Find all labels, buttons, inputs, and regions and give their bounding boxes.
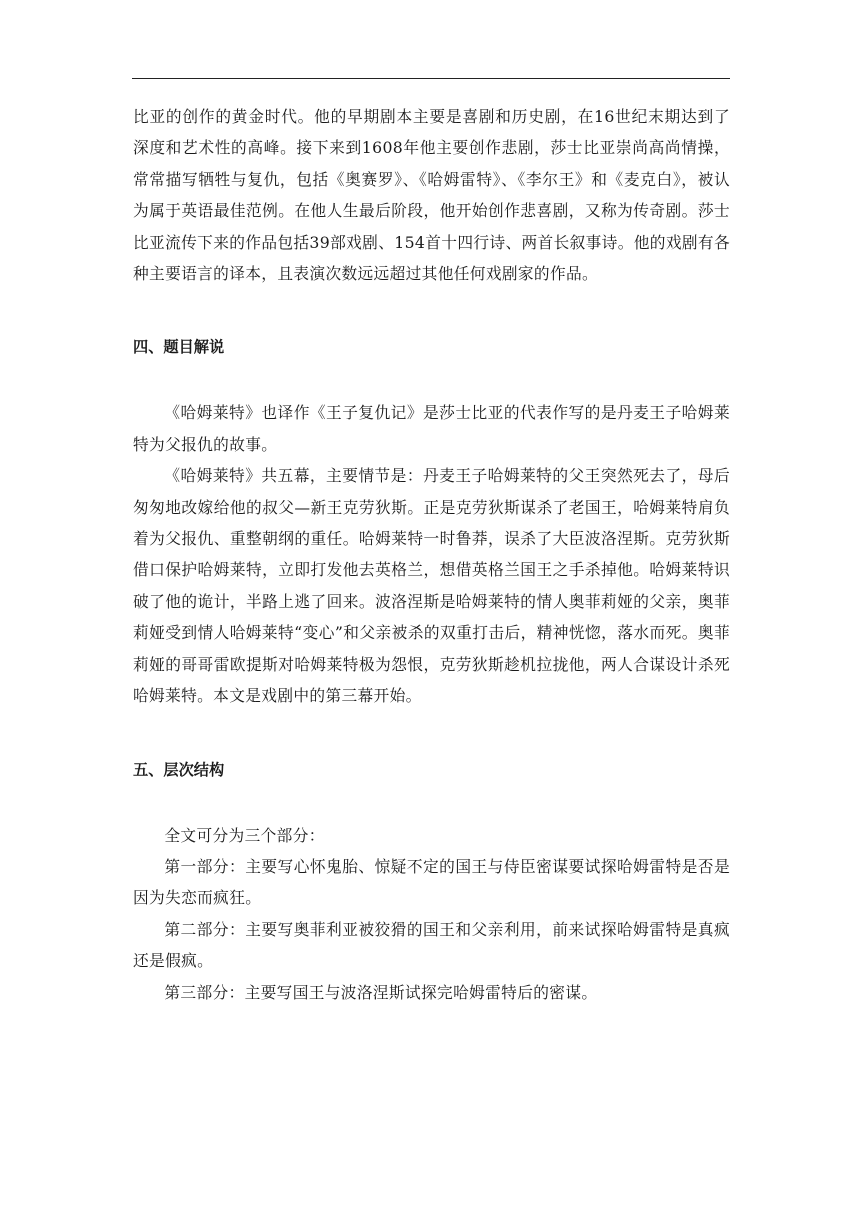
structure-part-two: 第二部分：主要写奥菲利亚被狡猾的国王和父亲利用，前来试探哈姆雷特是真疯还是假疯。	[133, 919, 730, 971]
header-rule	[132, 78, 730, 79]
spacer	[133, 289, 730, 332]
structure-part-one: 第一部分：主要写心怀鬼胎、惊疑不定的国王与侍臣密谋要试探哈姆雷特是否是因为失恋而疯狂。	[133, 856, 730, 908]
section-heading-structure: 五、层次结构	[133, 760, 225, 779]
spacer	[133, 712, 730, 755]
spacer	[133, 363, 730, 397]
spacer	[133, 786, 730, 820]
intro-paragraph: 比亚的创作的黄金时代。他的早期剧本主要是喜剧和历史剧，在16世纪末期达到了深度和艺术性的高峰。接下来到1608年他主要创作悲剧，莎士比亚崇尚高尚情操，常常描写牺牲与复仇，包括《奥赛罗》、《哈姆雷特》、《李尔王》和《麦克白》，被认为属于英语最佳范例。在他人生最后阶段，他开始创作悲喜剧，又称为传奇剧。莎士比亚流传下来的作品包括39部戏剧、154首十四行诗、两首长叙事诗。他的戏剧有各种主要语言的译本，且表演次数远远超过其他任何戏剧家的作品。	[133, 107, 730, 284]
structure-part-three: 第三部分：主要写国王与波洛涅斯试探完哈姆雷特后的密谋。	[164, 982, 598, 1002]
document-body	[133, 101, 730, 1008]
plot-summary-paragraph: 《哈姆莱特》共五幕，主要情节是：丹麦王子哈姆莱特的父王突然死去了，母后匆匆地改嫁给他的叔父—新王克劳狄斯。正是克劳狄斯谋杀了老国王，哈姆莱特肩负着为父报仇、重整朝纲的重任。哈姆莱特一时鲁莽，误杀了大臣波洛涅斯。克劳狄斯借口保护哈姆莱特，立即打发他去英格兰，想借英格兰国王之手杀掉他。哈姆莱特识破了他的诡计，半路上逃了回来。波洛涅斯是哈姆莱特的情人奥菲莉娅的父亲，奥菲莉娅受到情人哈姆莱特“变心”和父亲被杀的双重打击后，精神恍惚，落水而死。奥菲莉娅的哥哥雷欧提斯对哈姆莱特极为怨恨，克劳狄斯趁机拉拢他，两人合谋设计杀死哈姆莱特。本文是戏剧中的第三幕开始。	[133, 466, 730, 706]
structure-intro: 全文可分为三个部分：	[164, 825, 325, 845]
title-explanation-paragraph: 《哈姆莱特》也译作《王子复仇记》是莎士比亚的代表作写的是丹麦王子哈姆莱特为父报仇的故事。	[133, 403, 730, 454]
section-heading-title-explanation: 四、题目解说	[133, 338, 225, 357]
